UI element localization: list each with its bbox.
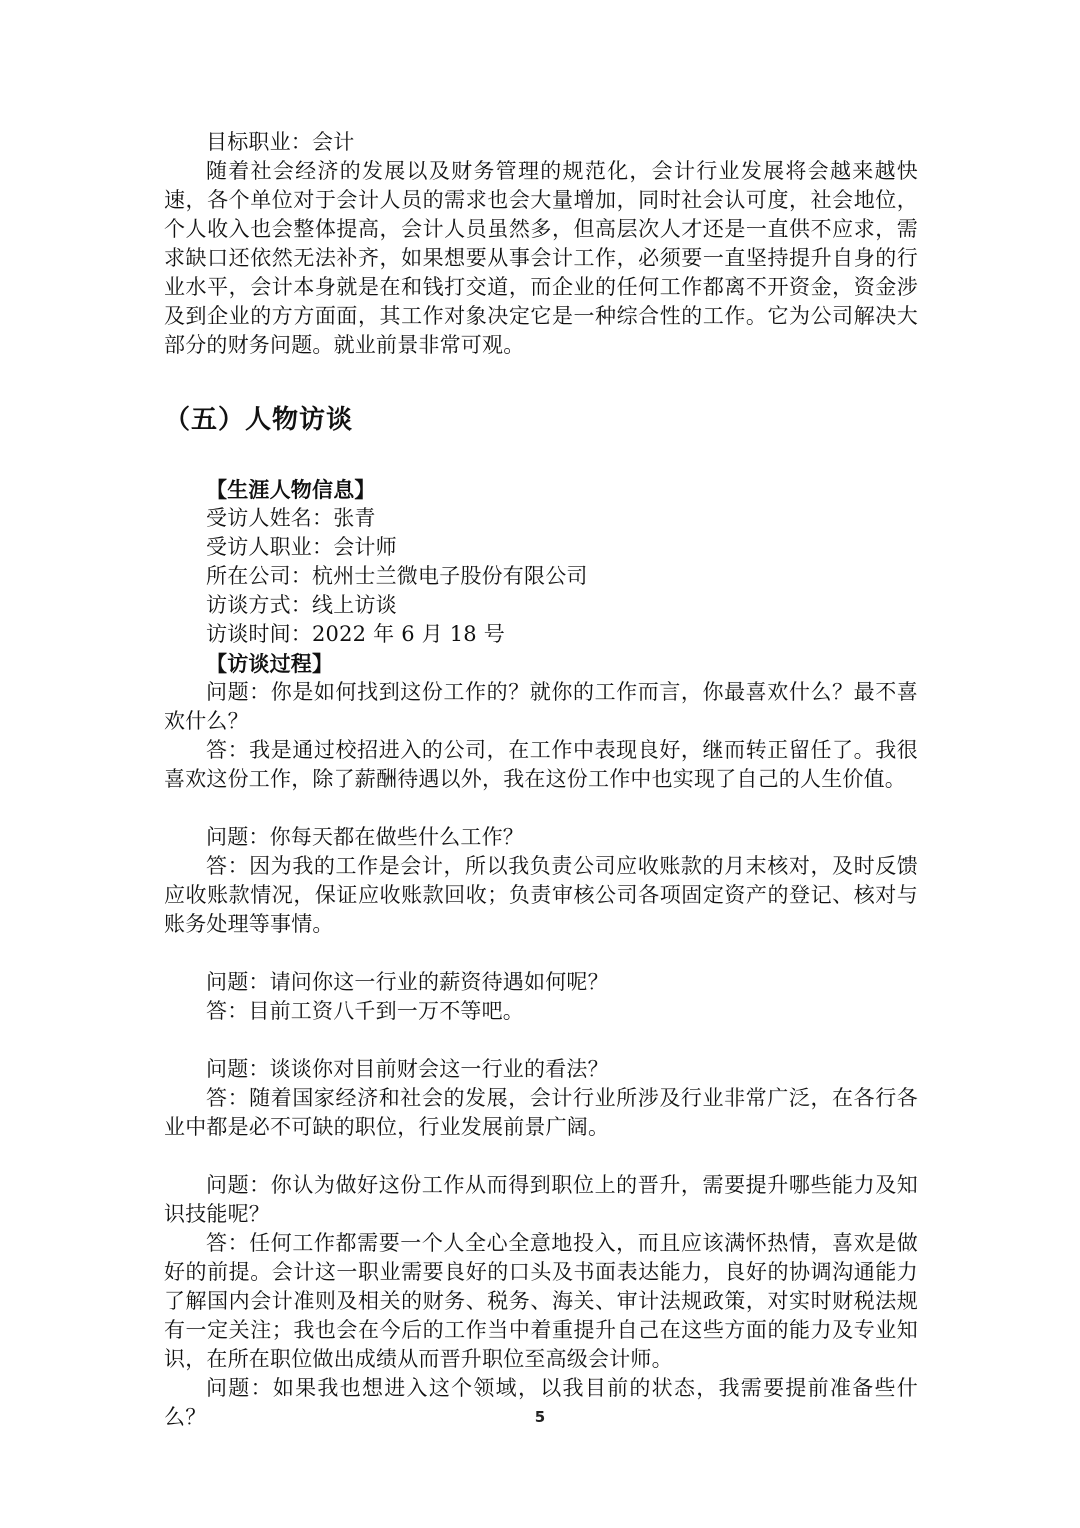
question-4: 问题：谈谈你对目前财会这一行业的看法？: [206, 1057, 609, 1081]
question-3: 问题：请问你这一行业的薪资待遇如何呢？: [206, 970, 609, 994]
answer-2: 答：因为我的工作是会计，所以我负责公司应收账款的月末核对，及时反馈应收账款情况，保证应收账款回收；负责审核公司各项固定资产的登记、核对与账务处理等事情。: [164, 854, 918, 936]
interviewee-name: 受访人姓名：张青: [206, 506, 376, 530]
interview-time: 访谈时间：2022 年 6 月 18 号: [206, 622, 505, 646]
answer-5: 答：任何工作都需要一个人全心全意地投入，而且应该满怀热情，喜欢是做好的前提。会计这一职业需要良好的口头及书面表达能力，良好的协调沟通能力了解国内会计准则及相关的财务、税务、海关、审计法规政策，对实时财税法规有一定关注；我也会在今后的工作当中着重提升自己在这些方面的能力及专业知识，在所在职位做出成绩从而晋升职位至高级会计师。: [164, 1231, 918, 1371]
question-6: 问题：如果我也想进入这个领域，以我目前的状态，我需要提前准备些什么？: [164, 1376, 918, 1429]
career-outlook-paragraph: 随着社会经济的发展以及财务管理的规范化，会计行业发展将会越来越快速，各个单位对于会计人员的需求也会大量增加，同时社会认可度，社会地位，个人收入也会整体提高，会计人员虽然多，但高层次人才还是一直供不应求，需求缺口还依然无法补齐，如果想要从事会计工作，必须要一直坚持提升自身的行业水平，会计本身就是在和钱打交道，而企业的任何工作都离不开资金，资金涉及到企业的方方面面，其工作对象决定它是一种综合性的工作。它为公司解决大部分的财务问题。就业前景非常可观。: [164, 159, 918, 357]
page-number: 5: [534, 1408, 546, 1426]
answer-1: 答：我是通过校招进入的公司，在工作中表现良好，继而转正留任了。我很喜欢这份工作，除了薪酬待遇以外，我在这份工作中也实现了自己的人生价值。: [164, 738, 918, 791]
paragraph-gap: [164, 794, 918, 823]
page-content: [164, 128, 918, 1432]
profile-heading: 【生涯人物信息】: [206, 477, 376, 502]
target-career-line: 目标职业：会计: [206, 130, 355, 154]
interviewee-company: 所在公司：杭州士兰微电子股份有限公司: [206, 564, 588, 588]
section-title: （五）人物访谈: [164, 405, 354, 435]
question-5: 问题：你认为做好这份工作从而得到职位上的晋升，需要提升哪些能力及知识技能呢？: [164, 1173, 918, 1226]
question-2: 问题：你每天都在做些什么工作？: [206, 825, 524, 849]
question-1: 问题：你是如何找到这份工作的？就你的工作而言，你最喜欢什么？最不喜欢什么？: [164, 680, 918, 733]
paragraph-gap: [164, 1026, 918, 1055]
interview-method: 访谈方式：线上访谈: [206, 593, 397, 617]
process-heading: 【访谈过程】: [206, 651, 334, 676]
paragraph-gap: [164, 939, 918, 968]
paragraph-gap: [164, 1142, 918, 1171]
answer-3: 答：目前工资八千到一万不等吧。: [206, 999, 524, 1023]
answer-4: 答：随着国家经济和社会的发展，会计行业所涉及行业非常广泛，在各行各业中都是必不可缺的职位，行业发展前景广阔。: [164, 1086, 918, 1139]
interviewee-job: 受访人职业：会计师: [206, 535, 397, 559]
